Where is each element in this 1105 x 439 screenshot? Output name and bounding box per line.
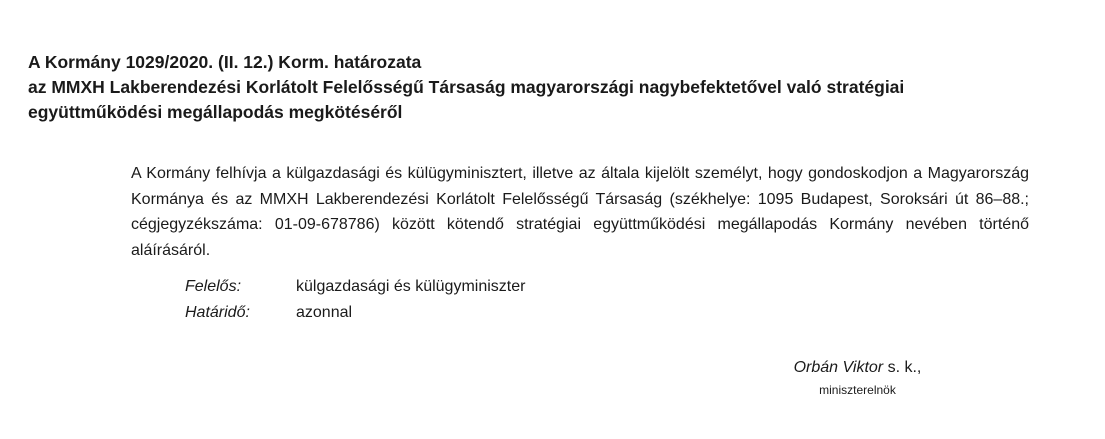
decree-body: A Kormány felhívja a külgazdasági és külügyminisztert, illetve az általa kijelölt személyt, hogy gondoskodjon a Magyarország Kormánya és az MMXH Lakberendezési Korlátolt Felelősségű Társaság (székhelye: 1095 Budapest, Soroksári út 86–88.; cégjegyzékszáma: 01-09-678786) között kötendő stratégiai együttműködési megállapodás Kormány nevében történő aláírásáról. [131, 165, 1029, 259]
signature-block [740, 355, 975, 399]
responsible-label: Felelős: [185, 278, 242, 295]
signatory-name: Orbán Viktor [793, 359, 884, 376]
signatory-role: miniszterelnök [819, 383, 896, 397]
decree-title [28, 50, 1078, 125]
signature-suffix: s. k., [883, 359, 922, 376]
decree-title-line-3: együttműködési megállapodás megkötéséről [28, 102, 403, 122]
deadline-label: Határidő: [185, 304, 250, 321]
responsible-row [185, 274, 525, 299]
deadline-row [185, 300, 352, 325]
signature-line [740, 355, 975, 381]
decree-title-line-1: A Kormány 1029/2020. (II. 12.) Korm. határozata [28, 52, 422, 72]
deadline-value: azonnal [296, 304, 353, 321]
decree-title-line-2: az MMXH Lakberendezési Korlátolt Felelősségű Társaság magyarországi nagybefektetővel való stratégiai [28, 77, 905, 97]
responsible-value: külgazdasági és külügyminiszter [296, 278, 526, 295]
